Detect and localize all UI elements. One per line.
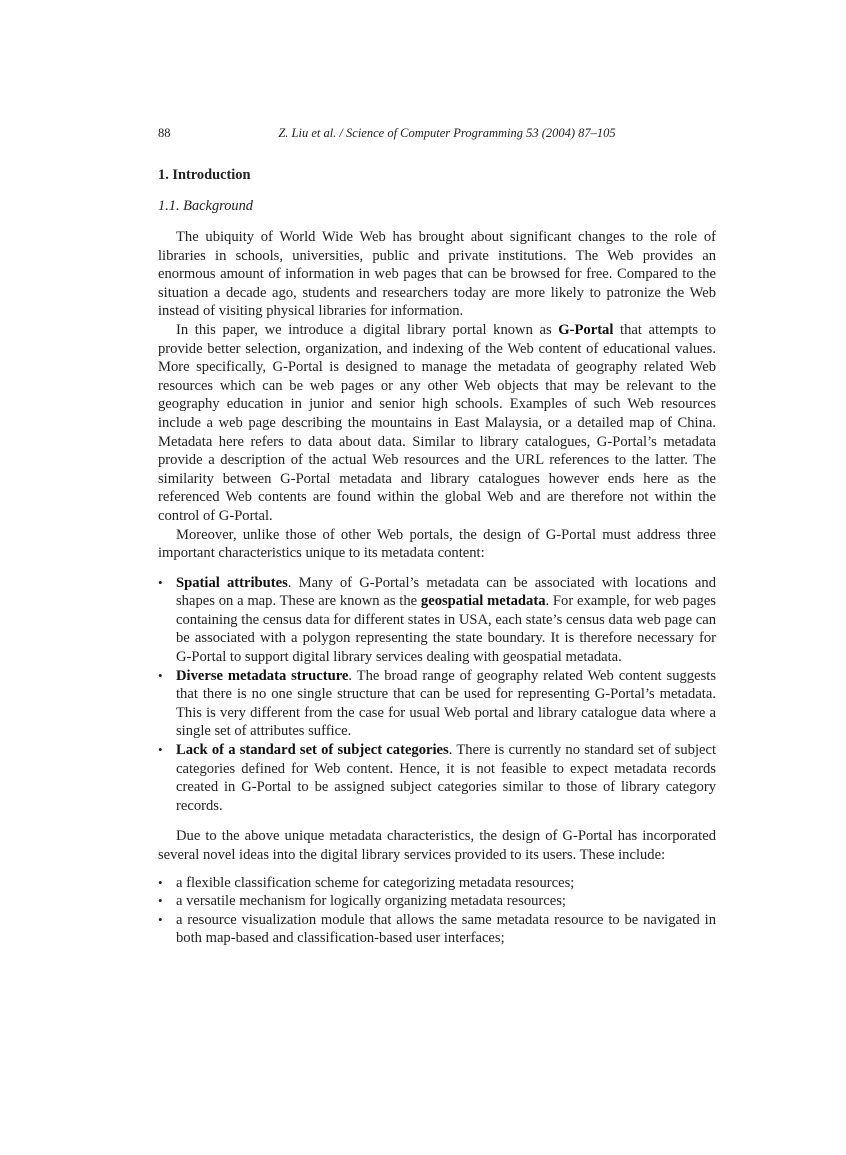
list-item-term: Spatial attributes xyxy=(176,574,288,591)
list-item xyxy=(158,667,716,741)
paper-page xyxy=(158,126,716,948)
running-head xyxy=(158,126,716,148)
paragraph-text: In this paper, we introduce a digital library portal known as xyxy=(176,321,559,338)
list-item xyxy=(158,741,716,815)
list-item-text: . The broad range of geography related Web content suggests that there is no one single structure that can be used for representing G-Portal’s metadata. This is very different from the case for usual Web portal and library catalogue data where a single set of attributes suffice. xyxy=(176,667,717,740)
section-heading: 1. Introduction xyxy=(158,167,251,183)
ideas-list xyxy=(158,874,716,948)
list-item-text: a versatile mechanism for logically organizing metadata resources; xyxy=(176,893,566,910)
list-item-text: a resource visualization module that allows the same metadata resource to be navigated in both map-based and classification-based user interfaces; xyxy=(176,911,716,947)
bullet-icon: • xyxy=(158,874,163,890)
bullet-icon: • xyxy=(158,667,163,683)
list-item xyxy=(158,574,716,667)
list-item-term: Lack of a standard set of subject categories xyxy=(176,742,449,759)
paragraph-novel-ideas: Due to the above unique metadata characteristics, the design of G-Portal has incorporated several novel ideas into the digital library services provided to its users. These include: xyxy=(158,828,716,863)
characteristics-list xyxy=(158,574,716,816)
paragraph-ubiquity: The ubiquity of World Wide Web has brought about significant changes to the role of libraries in schools, universities, public and private institutions. The Web provides an enormous amount of information in web pages that can be browsed for free. Compared to the situation a decade ago, students and researchers today are more likely to patronize the Web instead of visiting physical libraries for information. xyxy=(158,229,716,320)
bullet-icon: • xyxy=(158,742,163,758)
list-item-text: . For example, for web pages containing the census data for different states in USA, each state’s census data web page can be associated with a polygon representing the state boundary. It is therefore necessary for G-Portal to support digital library services dealing with geospatial metadata. xyxy=(176,593,716,666)
list-item xyxy=(158,892,716,911)
bullet-icon: • xyxy=(158,574,163,590)
subsection-heading: 1.1. Background xyxy=(158,198,253,214)
list-item xyxy=(158,874,716,893)
bullet-icon: • xyxy=(158,911,163,927)
paragraph-g-portal-intro xyxy=(158,321,716,526)
list-item-term: Diverse metadata structure xyxy=(176,667,349,684)
bullet-icon: • xyxy=(158,893,163,909)
list-item-text: . There is currently no standard set of subject categories defined for Web content. Hence, it is not feasible to expect metadata records created in G-Portal to be assigned subject categories similar to those of library category records. xyxy=(176,742,717,814)
list-item-term: geospatial metadata xyxy=(420,593,546,610)
term-g-portal: G-Portal xyxy=(558,321,614,338)
paragraph-text: that attempts to provide better selection, organization, and indexing of the Web content of educational values. More specifically, G-Portal is designed to manage the metadata of geography related Web resources which can be web pages or any other Web objects that may be relevant to the geography education in junior and senior high schools. Examples of such Web resources include a web page describing the mountains in East Malaysia, or a detailed map of China. Metadata here refers to data about data. Similar to library catalogues, G-Portal’s metadata provide a description of the actual Web resources and the URL references to the latter. The similarity between G-Portal metadata and library catalogues however ends here as the referenced Web contents are found within the global Web and are therefore not within the control of G-Portal. xyxy=(158,321,716,524)
list-item-text: a flexible classification scheme for categorizing metadata resources; xyxy=(176,874,575,891)
paragraph-characteristics-intro: Moreover, unlike those of other Web portals, the design of G-Portal must address three important characteristics unique to its metadata content: xyxy=(158,526,716,562)
body-text xyxy=(158,228,716,948)
list-item xyxy=(158,911,716,948)
list-item-text: . Many of G-Portal’s metadata can be associated with locations and shapes on a map. These are known as the xyxy=(176,574,716,610)
journal-citation: Z. Liu et al. / Science of Computer Programming 53 (2004) 87–105 xyxy=(278,126,616,140)
page-number: 88 xyxy=(158,126,171,140)
